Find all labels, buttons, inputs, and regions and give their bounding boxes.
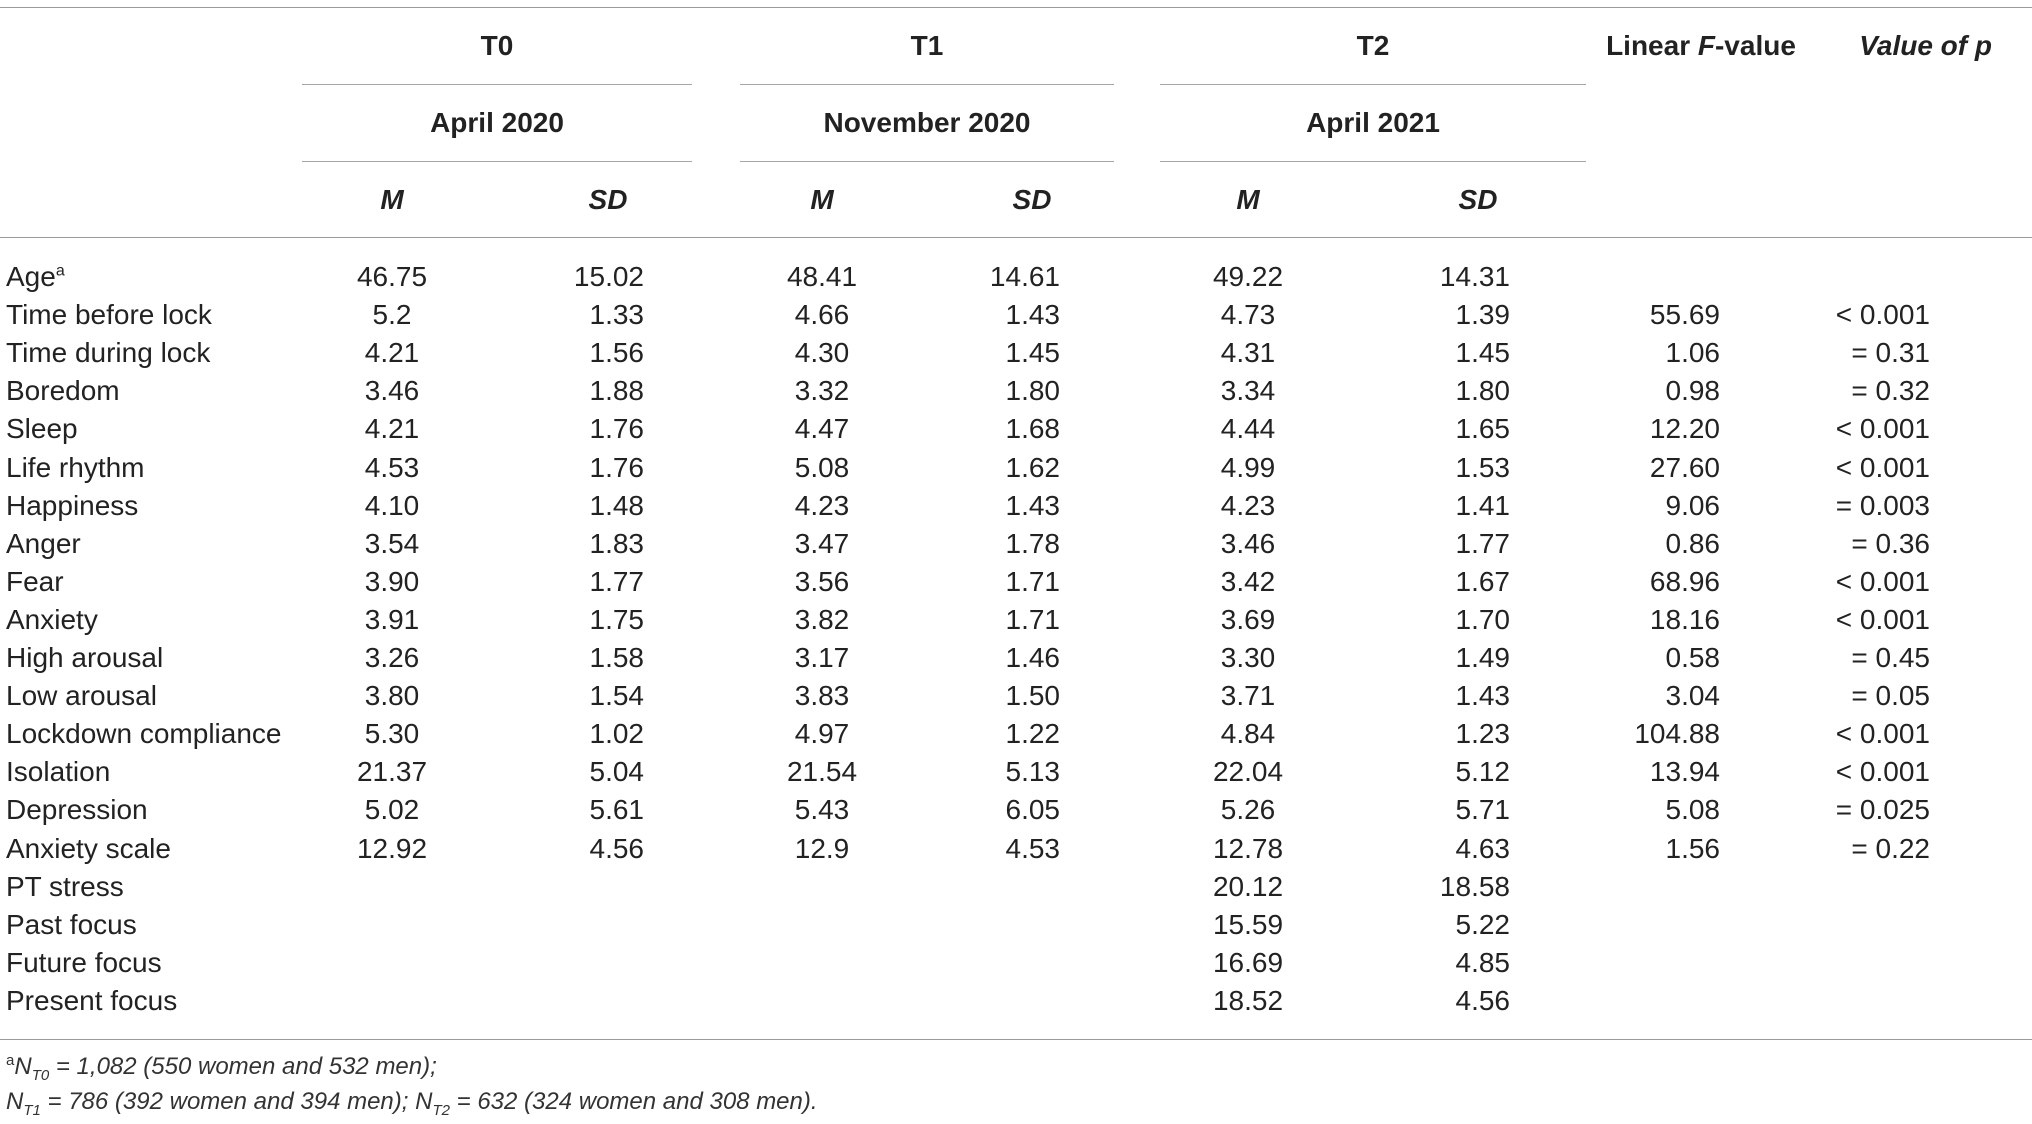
t0-m-cell: 3.91 bbox=[364, 603, 420, 635]
t2-sd-cell: 1.70 bbox=[1455, 603, 1510, 635]
f-value-cell bbox=[1540, 944, 1720, 982]
t0-sd-cell: 1.58 bbox=[589, 642, 644, 673]
f-value-cell: 5.08 bbox=[1665, 794, 1720, 826]
t1-m-cell: 4.47 bbox=[794, 413, 850, 445]
t2-m-cell: 22.04 bbox=[1212, 756, 1284, 788]
t0-m-cell: 4.53 bbox=[364, 451, 420, 483]
t1-sd-cell: 1.78 bbox=[1005, 527, 1060, 559]
t1-m-cell: 5.08 bbox=[794, 451, 850, 483]
f-value-cell: 0.58 bbox=[1665, 642, 1720, 673]
header-t2-sd: SD bbox=[1458, 184, 1498, 215]
p-value-cell: = 0.45 bbox=[1851, 642, 1930, 673]
p-value-cell: < 0.001 bbox=[1835, 299, 1930, 331]
t0-m-cell bbox=[312, 868, 472, 906]
t0-m-cell bbox=[312, 944, 472, 982]
t0-m-cell: 46.75 bbox=[356, 261, 428, 292]
row-label: Low arousal bbox=[6, 680, 157, 712]
row-label: Present focus bbox=[6, 984, 178, 1016]
t1-m-cell bbox=[742, 982, 902, 1020]
p-value-cell: < 0.001 bbox=[1835, 603, 1930, 635]
header-t2-date: April 2021 bbox=[1306, 107, 1440, 138]
t1-m-cell: 12.9 bbox=[794, 832, 850, 864]
t0-m-cell: 3.90 bbox=[364, 565, 420, 597]
t0-m-cell: 21.37 bbox=[356, 756, 428, 788]
t1-sd-cell: 1.80 bbox=[1005, 375, 1060, 407]
t0-m-cell: 4.21 bbox=[364, 337, 420, 369]
t2-m-cell: 12.78 bbox=[1212, 832, 1284, 864]
header-t1-m: M bbox=[810, 184, 834, 215]
t1-sd-cell: 1.43 bbox=[1005, 299, 1060, 331]
t1-m-cell bbox=[742, 944, 902, 982]
header-linear-f-value: Linear F-value bbox=[1606, 30, 1796, 61]
t2-sd-cell: 4.63 bbox=[1455, 832, 1510, 864]
row-label: PT stress bbox=[6, 870, 124, 902]
top-rule bbox=[0, 7, 2032, 8]
t2-m-cell: 4.99 bbox=[1220, 451, 1276, 483]
t2-m-cell: 16.69 bbox=[1212, 946, 1284, 978]
f-value-cell: 3.04 bbox=[1665, 680, 1720, 712]
f-value-cell: 1.56 bbox=[1665, 832, 1720, 864]
header-t1-date: November 2020 bbox=[823, 107, 1031, 138]
t2-sd-cell: 1.53 bbox=[1455, 451, 1510, 483]
t0-m-cell: 3.46 bbox=[364, 375, 420, 407]
t1-sd-cell: 1.68 bbox=[1005, 413, 1060, 445]
t1-m-cell: 48.41 bbox=[786, 261, 858, 292]
row-label: Future focus bbox=[6, 946, 162, 978]
t1-m-cell: 4.97 bbox=[794, 718, 850, 750]
t2-m-cell: 3.30 bbox=[1220, 642, 1276, 673]
t2-sd-cell: 1.49 bbox=[1455, 642, 1510, 673]
t2-m-cell: 3.34 bbox=[1220, 375, 1276, 407]
p-value-cell: < 0.001 bbox=[1835, 756, 1930, 788]
t1-sd-cell: 5.13 bbox=[1005, 756, 1060, 788]
t0-m-cell: 5.02 bbox=[364, 794, 420, 826]
t0-m-cell bbox=[312, 906, 472, 944]
t2-group-rule bbox=[1160, 84, 1586, 85]
t0-m-cell: 12.92 bbox=[356, 832, 428, 864]
t0-sd-cell: 1.76 bbox=[589, 451, 644, 483]
header-t1: T1 bbox=[910, 30, 944, 61]
t2-m-cell: 49.22 bbox=[1212, 261, 1284, 292]
t0-date-rule bbox=[302, 161, 692, 162]
header-t0-sd: SD bbox=[588, 184, 628, 215]
header-t0-m: M bbox=[380, 184, 404, 215]
t0-sd-cell: 1.02 bbox=[589, 718, 644, 750]
row-label: Life rhythm bbox=[6, 451, 145, 483]
f-value-cell: 104.88 bbox=[1634, 718, 1720, 750]
t1-sd-cell: 6.05 bbox=[1005, 794, 1060, 826]
p-value-cell: = 0.31 bbox=[1851, 337, 1930, 369]
t1-m-cell: 3.32 bbox=[794, 375, 850, 407]
row-label: Anger bbox=[6, 527, 81, 559]
t1-sd-cell: 14.61 bbox=[989, 261, 1060, 292]
f-value-cell bbox=[1540, 868, 1720, 906]
t1-sd-cell: 1.50 bbox=[1005, 680, 1060, 712]
t1-sd-cell: 1.45 bbox=[1005, 337, 1060, 369]
t0-m-cell: 4.10 bbox=[364, 489, 420, 521]
p-value-cell: < 0.001 bbox=[1835, 718, 1930, 750]
t2-sd-cell: 14.31 bbox=[1439, 261, 1510, 292]
t2-m-cell: 4.44 bbox=[1220, 413, 1276, 445]
t0-sd-cell: 5.61 bbox=[589, 794, 644, 826]
f-value-cell bbox=[1540, 982, 1720, 1020]
p-value-cell: = 0.36 bbox=[1851, 527, 1930, 559]
t2-m-cell: 4.84 bbox=[1220, 718, 1276, 750]
t2-sd-cell: 1.43 bbox=[1455, 680, 1510, 712]
t1-sd-cell: 1.46 bbox=[1005, 642, 1060, 673]
t1-sd-cell bbox=[900, 906, 1060, 944]
header-t2: T2 bbox=[1356, 30, 1390, 61]
t0-sd-cell: 1.33 bbox=[589, 299, 644, 331]
t1-m-cell: 5.43 bbox=[794, 794, 850, 826]
p-value-cell: = 0.025 bbox=[1835, 794, 1930, 826]
row-label: Isolation bbox=[6, 756, 111, 788]
t0-sd-cell: 1.83 bbox=[589, 527, 644, 559]
p-value-cell: < 0.001 bbox=[1835, 565, 1930, 597]
t0-m-cell: 3.26 bbox=[364, 642, 420, 673]
t0-sd-cell: 1.75 bbox=[589, 603, 644, 635]
t2-sd-cell: 1.23 bbox=[1455, 718, 1510, 750]
t2-m-cell: 5.26 bbox=[1220, 794, 1276, 826]
t2-sd-cell: 1.39 bbox=[1455, 299, 1510, 331]
t2-sd-cell: 4.85 bbox=[1455, 946, 1510, 978]
t2-sd-cell: 1.80 bbox=[1455, 375, 1510, 407]
t0-sd-cell bbox=[480, 944, 644, 982]
t0-group-rule bbox=[302, 84, 692, 85]
t0-m-cell: 5.2 bbox=[372, 299, 412, 331]
t2-sd-cell: 18.58 bbox=[1439, 870, 1510, 902]
t2-sd-cell: 1.65 bbox=[1455, 413, 1510, 445]
t2-m-cell: 4.31 bbox=[1220, 337, 1276, 369]
p-value-cell: = 0.003 bbox=[1835, 489, 1930, 521]
t0-m-cell: 4.21 bbox=[364, 413, 420, 445]
f-value-cell: 27.60 bbox=[1649, 451, 1720, 483]
row-label: Happiness bbox=[6, 489, 139, 521]
t2-sd-cell: 5.12 bbox=[1455, 756, 1510, 788]
t0-sd-cell bbox=[480, 868, 644, 906]
t2-date-rule bbox=[1160, 161, 1586, 162]
t0-m-cell: 5.30 bbox=[364, 718, 420, 750]
t1-m-cell: 3.56 bbox=[794, 565, 850, 597]
t1-date-rule bbox=[740, 161, 1114, 162]
f-value-cell: 18.16 bbox=[1649, 603, 1720, 635]
p-value-cell bbox=[1770, 944, 1930, 982]
p-value-cell bbox=[1770, 258, 1930, 296]
table-bottom-rule bbox=[0, 1039, 2032, 1040]
row-label: Time during lock bbox=[6, 337, 211, 369]
p-value-cell bbox=[1770, 982, 1930, 1020]
t0-sd-cell: 1.76 bbox=[589, 413, 644, 445]
f-value-cell bbox=[1540, 906, 1720, 944]
f-value-cell: 68.96 bbox=[1649, 565, 1720, 597]
t2-sd-cell: 1.67 bbox=[1455, 565, 1510, 597]
t1-group-rule bbox=[740, 84, 1114, 85]
header-t0-date: April 2020 bbox=[430, 107, 564, 138]
header-t0: T0 bbox=[480, 30, 514, 61]
f-value-cell: 55.69 bbox=[1649, 299, 1720, 331]
footnote-marker: a bbox=[55, 262, 65, 280]
t1-sd-cell: 4.53 bbox=[1005, 832, 1060, 864]
t0-sd-cell: 4.56 bbox=[589, 832, 644, 864]
row-label: Fear bbox=[6, 565, 64, 597]
t1-m-cell: 4.30 bbox=[794, 337, 850, 369]
t0-m-cell: 3.80 bbox=[364, 680, 420, 712]
row-label: Depression bbox=[6, 794, 148, 826]
t2-sd-cell: 1.41 bbox=[1455, 489, 1510, 521]
t2-sd-cell: 4.56 bbox=[1455, 984, 1510, 1016]
t0-sd-cell: 15.02 bbox=[573, 261, 644, 292]
t0-sd-cell bbox=[480, 982, 644, 1020]
row-label: Sleep bbox=[6, 413, 78, 445]
t1-m-cell: 3.83 bbox=[794, 680, 850, 712]
t1-m-cell bbox=[742, 906, 902, 944]
t2-m-cell: 4.23 bbox=[1220, 489, 1276, 521]
t2-m-cell: 3.42 bbox=[1220, 565, 1276, 597]
t0-sd-cell: 1.54 bbox=[589, 680, 644, 712]
t1-m-cell: 4.23 bbox=[794, 489, 850, 521]
f-value-cell: 1.06 bbox=[1665, 337, 1720, 369]
t1-m-cell: 3.17 bbox=[794, 642, 850, 673]
f-value-cell: 13.94 bbox=[1649, 756, 1720, 788]
t1-m-cell: 21.54 bbox=[786, 756, 858, 788]
t1-m-cell bbox=[742, 868, 902, 906]
f-value-cell: 0.86 bbox=[1665, 527, 1720, 559]
t1-sd-cell: 1.22 bbox=[1005, 718, 1060, 750]
header-t1-sd: SD bbox=[1012, 184, 1052, 215]
p-value-cell bbox=[1770, 868, 1930, 906]
t2-sd-cell: 1.45 bbox=[1455, 337, 1510, 369]
t1-sd-cell: 1.62 bbox=[1005, 451, 1060, 483]
row-label: Boredom bbox=[6, 375, 120, 407]
header-bottom-rule bbox=[0, 237, 2032, 238]
row-label: Age$^a$ bbox=[6, 261, 65, 292]
f-value-cell bbox=[1540, 258, 1720, 296]
t1-m-cell: 3.82 bbox=[794, 603, 850, 635]
t0-m-cell bbox=[312, 982, 472, 1020]
p-value-cell bbox=[1770, 906, 1930, 944]
t0-sd-cell bbox=[480, 906, 644, 944]
t2-m-cell: 3.46 bbox=[1220, 527, 1276, 559]
t2-sd-cell: 5.22 bbox=[1455, 908, 1510, 940]
header-value-of-p: Value of p bbox=[1859, 30, 1992, 61]
t1-sd-cell bbox=[900, 944, 1060, 982]
t0-sd-cell: 5.04 bbox=[589, 756, 644, 788]
row-label: Time before lock bbox=[6, 299, 212, 331]
f-value-cell: 0.98 bbox=[1665, 375, 1720, 407]
t1-sd-cell: 1.43 bbox=[1005, 489, 1060, 521]
p-value-cell: < 0.001 bbox=[1835, 413, 1930, 445]
t1-m-cell: 3.47 bbox=[794, 527, 850, 559]
t2-m-cell: 3.71 bbox=[1220, 680, 1276, 712]
t1-sd-cell bbox=[900, 868, 1060, 906]
t2-sd-cell: 5.71 bbox=[1455, 794, 1510, 826]
t2-m-cell: 15.59 bbox=[1212, 908, 1284, 940]
row-label: Anxiety scale bbox=[6, 832, 171, 864]
p-value-cell: = 0.05 bbox=[1851, 680, 1930, 712]
t2-sd-cell: 1.77 bbox=[1455, 527, 1510, 559]
t1-m-cell: 4.66 bbox=[794, 299, 850, 331]
t1-sd-cell: 1.71 bbox=[1005, 565, 1060, 597]
t0-sd-cell: 1.56 bbox=[589, 337, 644, 369]
footnote-line-1: $^aN_{T0} = 1,082$ (550 women and 532 men); bbox=[6, 1052, 437, 1084]
t0-m-cell: 3.54 bbox=[364, 527, 420, 559]
p-value-cell: < 0.001 bbox=[1835, 451, 1930, 483]
row-label: Lockdown compliance bbox=[6, 718, 282, 750]
t0-sd-cell: 1.88 bbox=[589, 375, 644, 407]
f-value-cell: 12.20 bbox=[1649, 413, 1720, 445]
t2-m-cell: 18.52 bbox=[1212, 984, 1284, 1016]
p-value-cell: = 0.32 bbox=[1851, 375, 1930, 407]
t2-m-cell: 3.69 bbox=[1220, 603, 1276, 635]
t1-sd-cell: 1.71 bbox=[1005, 603, 1060, 635]
t0-sd-cell: 1.77 bbox=[589, 565, 644, 597]
row-label: Anxiety bbox=[6, 603, 98, 635]
header-t2-m: M bbox=[1236, 184, 1260, 215]
t2-m-cell: 20.12 bbox=[1212, 870, 1284, 902]
p-value-cell: = 0.22 bbox=[1851, 832, 1930, 864]
row-label: Past focus bbox=[6, 908, 137, 940]
t1-sd-cell bbox=[900, 982, 1060, 1020]
row-label: High arousal bbox=[6, 642, 164, 673]
footnote-line-2: $N_{T1} = 786$ (392 women and 394 men); $N_{T2} = 632$ (324 women and 308 men). bbox=[6, 1088, 818, 1119]
t0-sd-cell: 1.48 bbox=[589, 489, 644, 521]
f-value-cell: 9.06 bbox=[1665, 489, 1720, 521]
t2-m-cell: 4.73 bbox=[1220, 299, 1276, 331]
